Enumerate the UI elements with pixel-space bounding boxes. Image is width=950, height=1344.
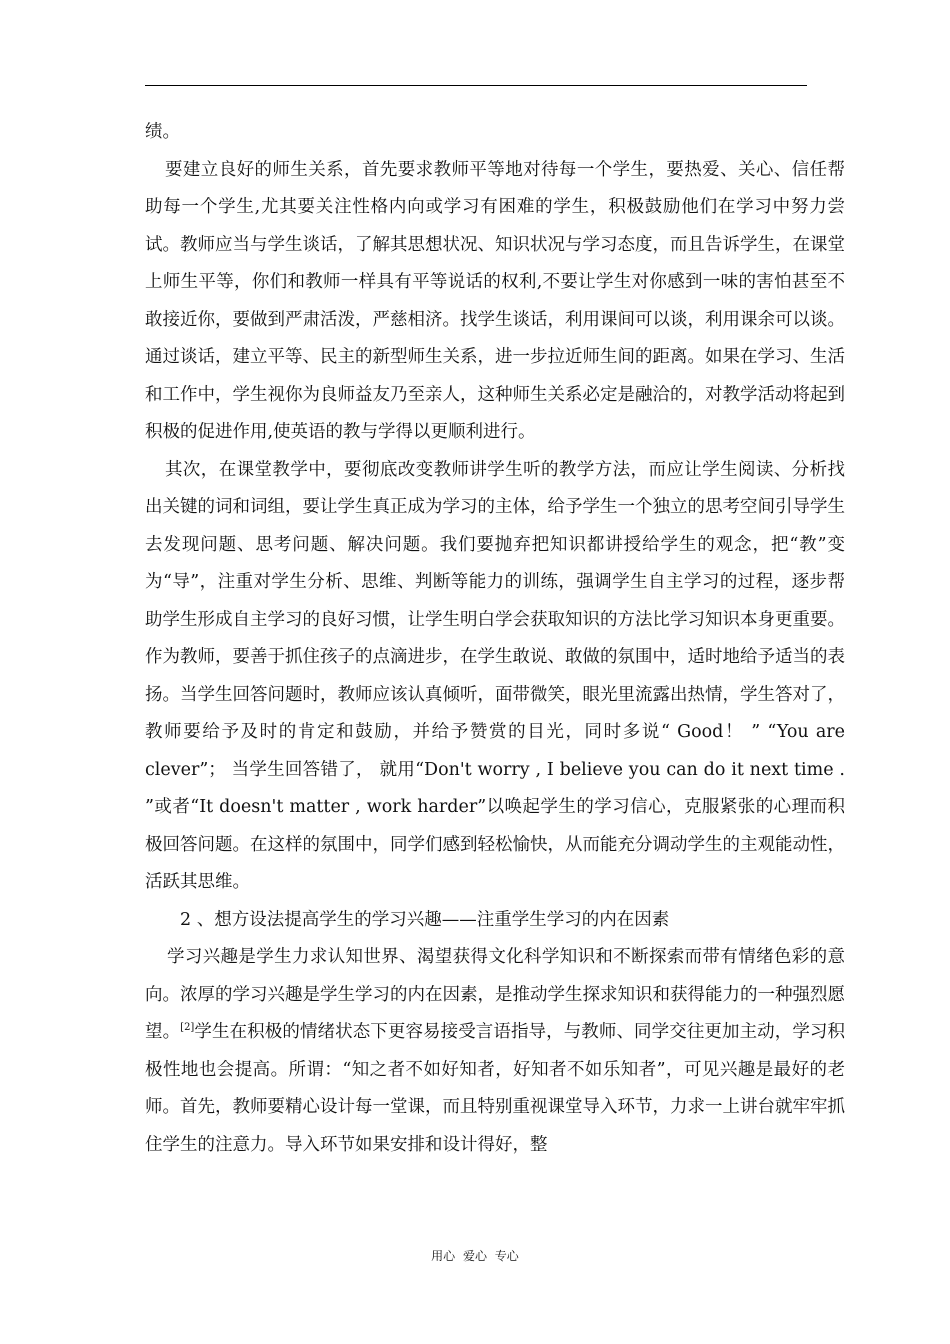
- paragraph-classroom-teaching: 其次，在课堂教学中，要彻底改变教师讲学生听的教学方法，而应让学生阅读、分析找出关键的词和词组，要让学生真正成为学习的主体，给予学生一个独立的思考空间引导学生去发现问题、思考问题、解决问题。我们要抛弃把知识都讲授给学生的观念，把“教”变为“导”，注重对学生分析、思维、判断等能力的训练，强调学生自主学习的过程，逐步帮助学生形成自主学习的良好习惯，让学生明白学会获取知识的方法比学习知识本身更重要。作为教师，要善于抓住孩子的点滴进步，在学生敢说、敢做的氛围中，适时地给予适当的表扬。当学生回答问题时，教师应该认真倾听，面带微笑，眼光里流露出热情，学生答对了，教师要给予及时的肯定和鼓励，并给予赞赏的目光，同时多说“ Good！ ” “You are clever”； 当学生回答错了， 就用“Don't worry , I believe you can do it next time . ”或者“It doesn't matter , work harder”以唤起学生的学习信心，克服紧张的心理而积极回答问题。在这样的氛围中，同学们感到轻松愉快，从而能充分调动学生的主观能动性，活跃其思维。: [145, 459, 845, 892]
- body-text: [145, 114, 845, 1164]
- paragraph-teacher-student-relationship: 要建立良好的师生关系，首先要求教师平等地对待每一个学生，要热爱、关心、信任帮助每一个学生,尤其要关注性格内向或学习有困难的学生，积极鼓励他们在学习中努力尝试。教师应当与学生谈话，了解其思想状况、知识状况与学习态度，而且告诉学生，在课堂上师生平等，你们和教师一样具有平等说话的权利,不要让学生对你感到一味的害怕甚至不敢接近你，要做到严肃活泼，严慈相济。找学生谈话，利用课间可以谈，利用课余可以谈。通过谈话，建立平等、民主的新型师生关系，进一步拉近师生间的距离。如果在学习、生活和工作中，学生视你为良师益友乃至亲人，这种师生关系必定是融洽的，对教学活动将起到积极的促进作用,使英语的教与学得以更顺利进行。: [145, 159, 845, 442]
- header-rule: [145, 85, 807, 86]
- footnote-citation: [2]: [180, 1022, 195, 1034]
- paragraph-learning-interest: [145, 939, 845, 1164]
- paragraph-continuation: 绩。: [145, 122, 180, 142]
- section-heading: 2 、想方设法提高学生的学习兴趣——注重学生学习的内在因素: [180, 909, 670, 930]
- paragraph-text-after-citation: 学生在积极的情绪状态下更容易接受言语指导，与教师、同学交往更加主动，学习积极性地也会提高。所谓：“知之者不如好知者，好知者不如乐知者”，可见兴趣是最好的老师。首先，教师要精心设计每一堂课，而且特别重视课堂导入环节，力求一上讲台就牢牢抓住学生的注意力。导入环节如果安排和设计得好，整: [145, 1022, 845, 1155]
- page-footer: 用心 爱心 专心: [431, 1249, 519, 1263]
- paragraph-text-before-citation: 学习兴趣是学生力求认知世界、渴望获得文化科学知识和不断探索而带有情绪色彩的意向。浓厚的学习兴趣是学生学习的内在因素，是推动学生探求知识和获得能力的一种强烈愿望。: [145, 947, 845, 1042]
